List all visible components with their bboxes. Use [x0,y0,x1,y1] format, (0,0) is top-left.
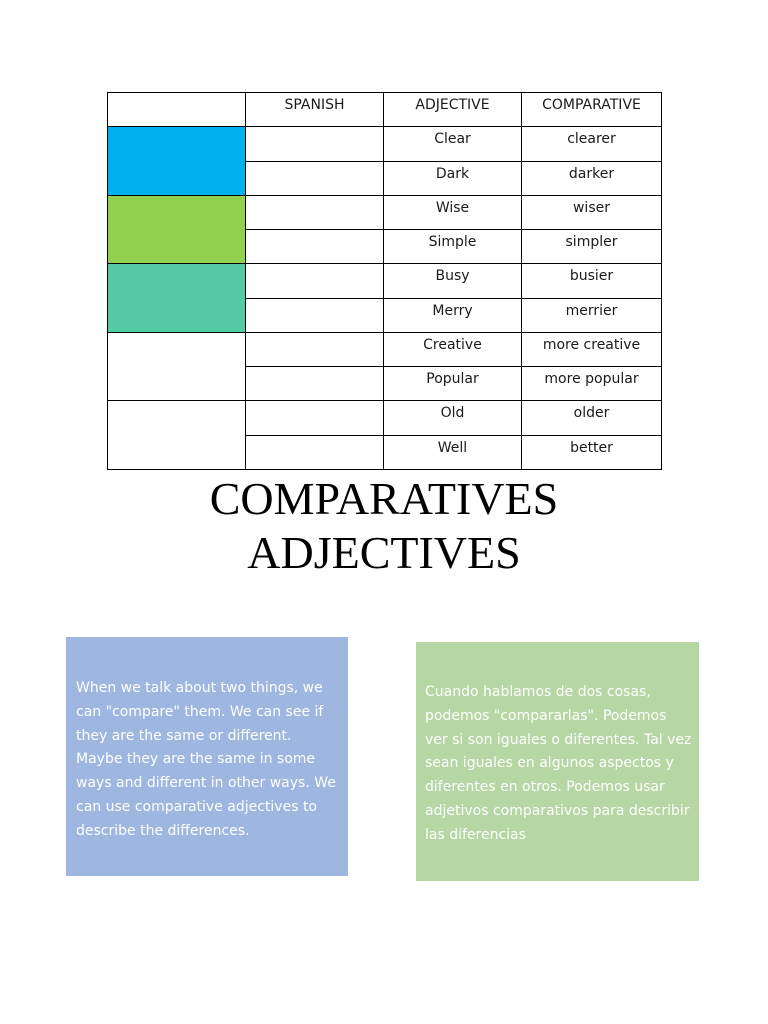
comparative-cell: better [522,435,662,469]
spanish-cell [246,298,384,332]
spanish-cell [246,127,384,161]
table-row [108,332,662,366]
header-comparative: COMPARATIVE [522,93,662,127]
comparative-cell: merrier [522,298,662,332]
spanish-cell [246,367,384,401]
table-header-row [108,93,662,127]
page-title-line-1: COMPARATIVES [209,473,559,524]
comparative-cell: wiser [522,195,662,229]
page-title [0,472,768,580]
comparative-cell: busier [522,264,662,298]
comparative-cell: older [522,401,662,435]
adjective-cell: Simple [384,230,522,264]
spanish-cell [246,435,384,469]
adjective-cell: Dark [384,161,522,195]
header-color-column [108,93,246,127]
adjective-cell: Clear [384,127,522,161]
english-explanation-text: When we talk about two things, we can "compare" them. We can see if they are the same or different. Maybe they are the same in some ways and different in other ways. We can use comparative adjectives to describe the differences. [76,680,336,839]
color-swatch-white [108,401,246,470]
spanish-cell [246,195,384,229]
table-row [108,195,662,229]
comparatives-table [107,92,662,470]
color-swatch-green [108,195,246,264]
table-row [108,264,662,298]
spanish-cell [246,230,384,264]
header-spanish: SPANISH [246,93,384,127]
comparative-cell: more creative [522,332,662,366]
color-swatch-white [108,332,246,401]
spanish-cell [246,332,384,366]
comparative-cell: clearer [522,127,662,161]
spanish-explanation-text: Cuando hablamos de dos cosas, podemos "compararlas". Podemos ver si son iguales o diferentes. Tal vez sean iguales en algunos aspectos y diferentes en otros. Podemos usar adjetivos comparativos para describir las diferencias [425,684,692,843]
color-swatch-teal [108,264,246,333]
spanish-cell [246,161,384,195]
adjective-cell: Creative [384,332,522,366]
english-explanation-box [66,637,348,876]
header-adjective: ADJECTIVE [384,93,522,127]
spanish-explanation-box [416,642,699,881]
adjective-cell: Merry [384,298,522,332]
spanish-cell [246,401,384,435]
comparative-cell: simpler [522,230,662,264]
comparative-cell: darker [522,161,662,195]
adjective-cell: Popular [384,367,522,401]
table-row [108,127,662,161]
adjective-cell: Busy [384,264,522,298]
adjective-cell: Old [384,401,522,435]
page-title-line-2: ADJECTIVES [247,527,521,578]
color-swatch-blue [108,127,246,196]
comparative-cell: more popular [522,367,662,401]
adjective-cell: Well [384,435,522,469]
adjective-cell: Wise [384,195,522,229]
table-row [108,401,662,435]
spanish-cell [246,264,384,298]
